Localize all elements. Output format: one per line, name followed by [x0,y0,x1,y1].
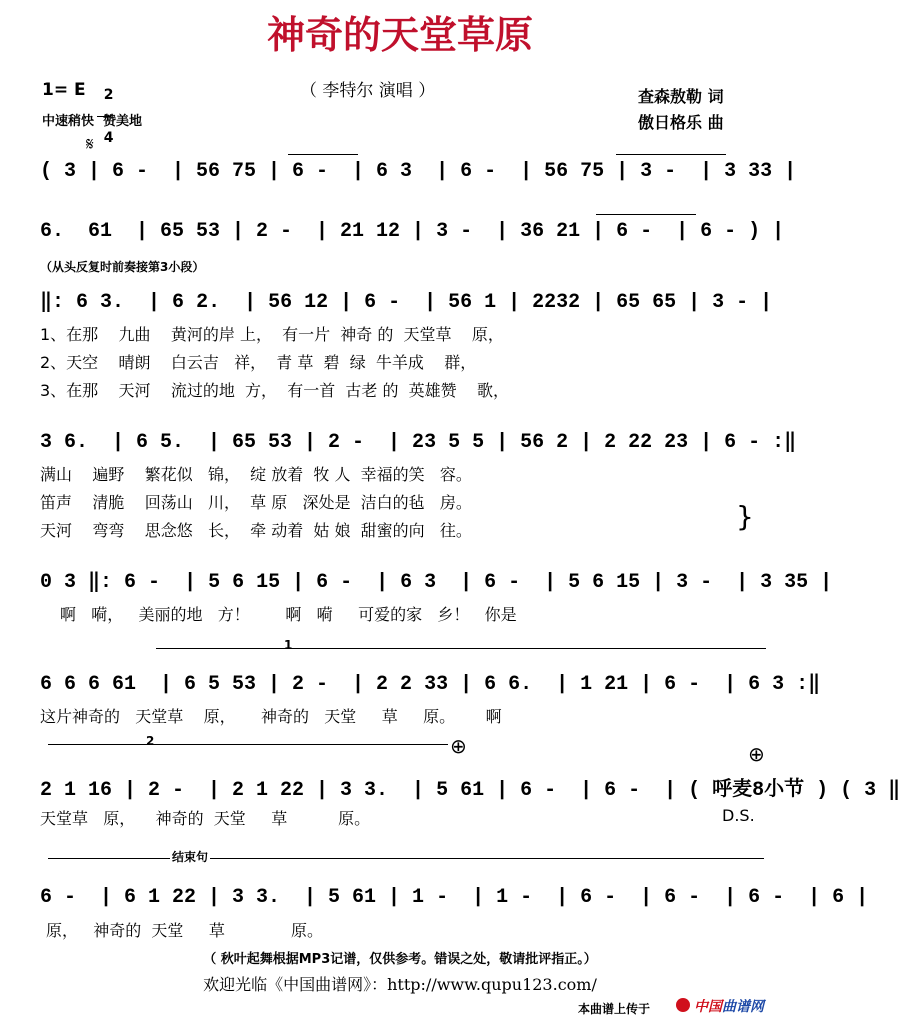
lyric-verse-2: 2、天空 晴朗 白云吉 祥， 青 草 碧 绿 牛羊成 群， [40,353,477,372]
score-line-4: 3 6. | 6 5. | 65 53 | 2 - | 23 5 5 | 56 2 | 2 22 23 | 6 - :‖ [40,431,797,454]
score-line-7: 2 1 16 | 2 - | 2 1 22 | 3 3. | 5 61 | 6 - | 6 - | ( 呼麦8小节 ) ( 3 ‖ [40,779,900,802]
tempo-marking: 中速稍快 赞美地 [42,114,143,129]
lyricist-credit: 查森敖勒 词 [638,87,724,106]
meter-top: 2 [103,87,114,103]
welcome-link[interactable]: 欢迎光临《中国曲谱网》：http://www.qupu123.com/ [203,975,597,994]
coda-icon: ⊕ [748,742,765,766]
page-title: 神奇的天堂草原 [266,13,533,57]
meter-bottom: 4 [103,130,114,146]
tie-arc [596,214,696,215]
brace-icon: } [736,500,754,533]
ds-marking: D.S. [722,806,755,825]
repeat-note: （从头反复时前奏接第3小段） [40,260,205,274]
lyric-chorus-3: 天堂草 原， 神奇的 天堂 草 原。 [40,809,371,828]
volta-1-bracket [156,648,766,649]
score-line-1: ( 3 | 6 - | 56 75 | 6 - | 6 3 | 6 - | 56 75 | 3 - | 3 33 | [40,160,797,183]
score-line-3: ‖: 6 3. | 6 2. | 56 12 | 6 - | 56 1 | 2232 | 65 65 | 3 - | [40,291,773,314]
lyric-verse-2b: 笛声 清脆 回荡山 川， 草 原 深处是 洁白的毡 房。 [40,493,472,512]
volta-2-label: 2 [146,734,155,748]
segno-icon: 𝄋 [86,134,94,155]
transcriber-note: （ 秋叶起舞根据MP3记谱，仅供参考。错误之处，敬请批评指正。） [203,952,597,967]
score-line-6: 6 6 6 61 | 6 5 53 | 2 - | 2 2 33 | 6 6. | 1 21 | 6 - | 6 3 :‖ [40,673,821,696]
lyric-chorus-1: 啊 嗬， 美丽的地 方！ 啊 嗬 可爱的家 乡！ 你是 [60,605,517,624]
lyric-chorus-2: 这片神奇的 天堂草 原， 神奇的 天堂 草 原。 啊 [40,707,502,726]
logo-text-b: 曲谱网 [722,999,764,1015]
composer-credit: 傲日格乐 曲 [638,113,724,132]
lyric-verse-3b: 天河 弯弯 思念悠 长， 牵 动着 姑 娘 甜蜜的向 往。 [40,521,472,540]
singer-credit: （ 李特尔 演唱 ） [300,81,436,101]
site-logo-icon [676,998,690,1012]
coda-icon: ⊕ [450,734,467,758]
key-signature: 1= E [42,80,86,100]
score-line-2: 6. 61 | 65 53 | 2 - | 21 12 | 3 - | 36 21 | 6 - | 6 - ) | [40,220,785,243]
logo-text-a: 中国 [694,999,722,1015]
lyric-verse-3: 3、在那 天河 流过的地 方， 有一首 古老 的 英雄赞 歌， [40,381,509,400]
lyric-ending: 原， 神奇的 天堂 草 原。 [46,921,323,940]
ending-bracket [48,858,764,859]
score-line-5: 0 3 ‖: 6 - | 5 6 15 | 6 - | 6 3 | 6 - | 5 6 15 | 3 - | 3 35 | [40,571,833,594]
site-logo[interactable] [694,996,764,1016]
volta-2-bracket [48,744,448,745]
lyric-verse-1: 1、在那 九曲 黄河的岸 上， 有一片 神奇 的 天堂草 原， [40,325,504,344]
tie-arc [616,154,726,155]
upload-label: 本曲谱上传于 [578,1002,651,1016]
volta-1-label: 1 [284,638,293,652]
tie-arc [288,154,358,155]
lyric-verse-1b: 满山 遍野 繁花似 锦， 绽 放着 牧 人 幸福的笑 容。 [40,465,472,484]
ending-label: 结束句 [172,850,209,864]
score-line-8: 6 - | 6 1 22 | 3 3. | 5 61 | 1 - | 1 - | 6 - | 6 - | 6 - | 6 | [40,886,869,909]
